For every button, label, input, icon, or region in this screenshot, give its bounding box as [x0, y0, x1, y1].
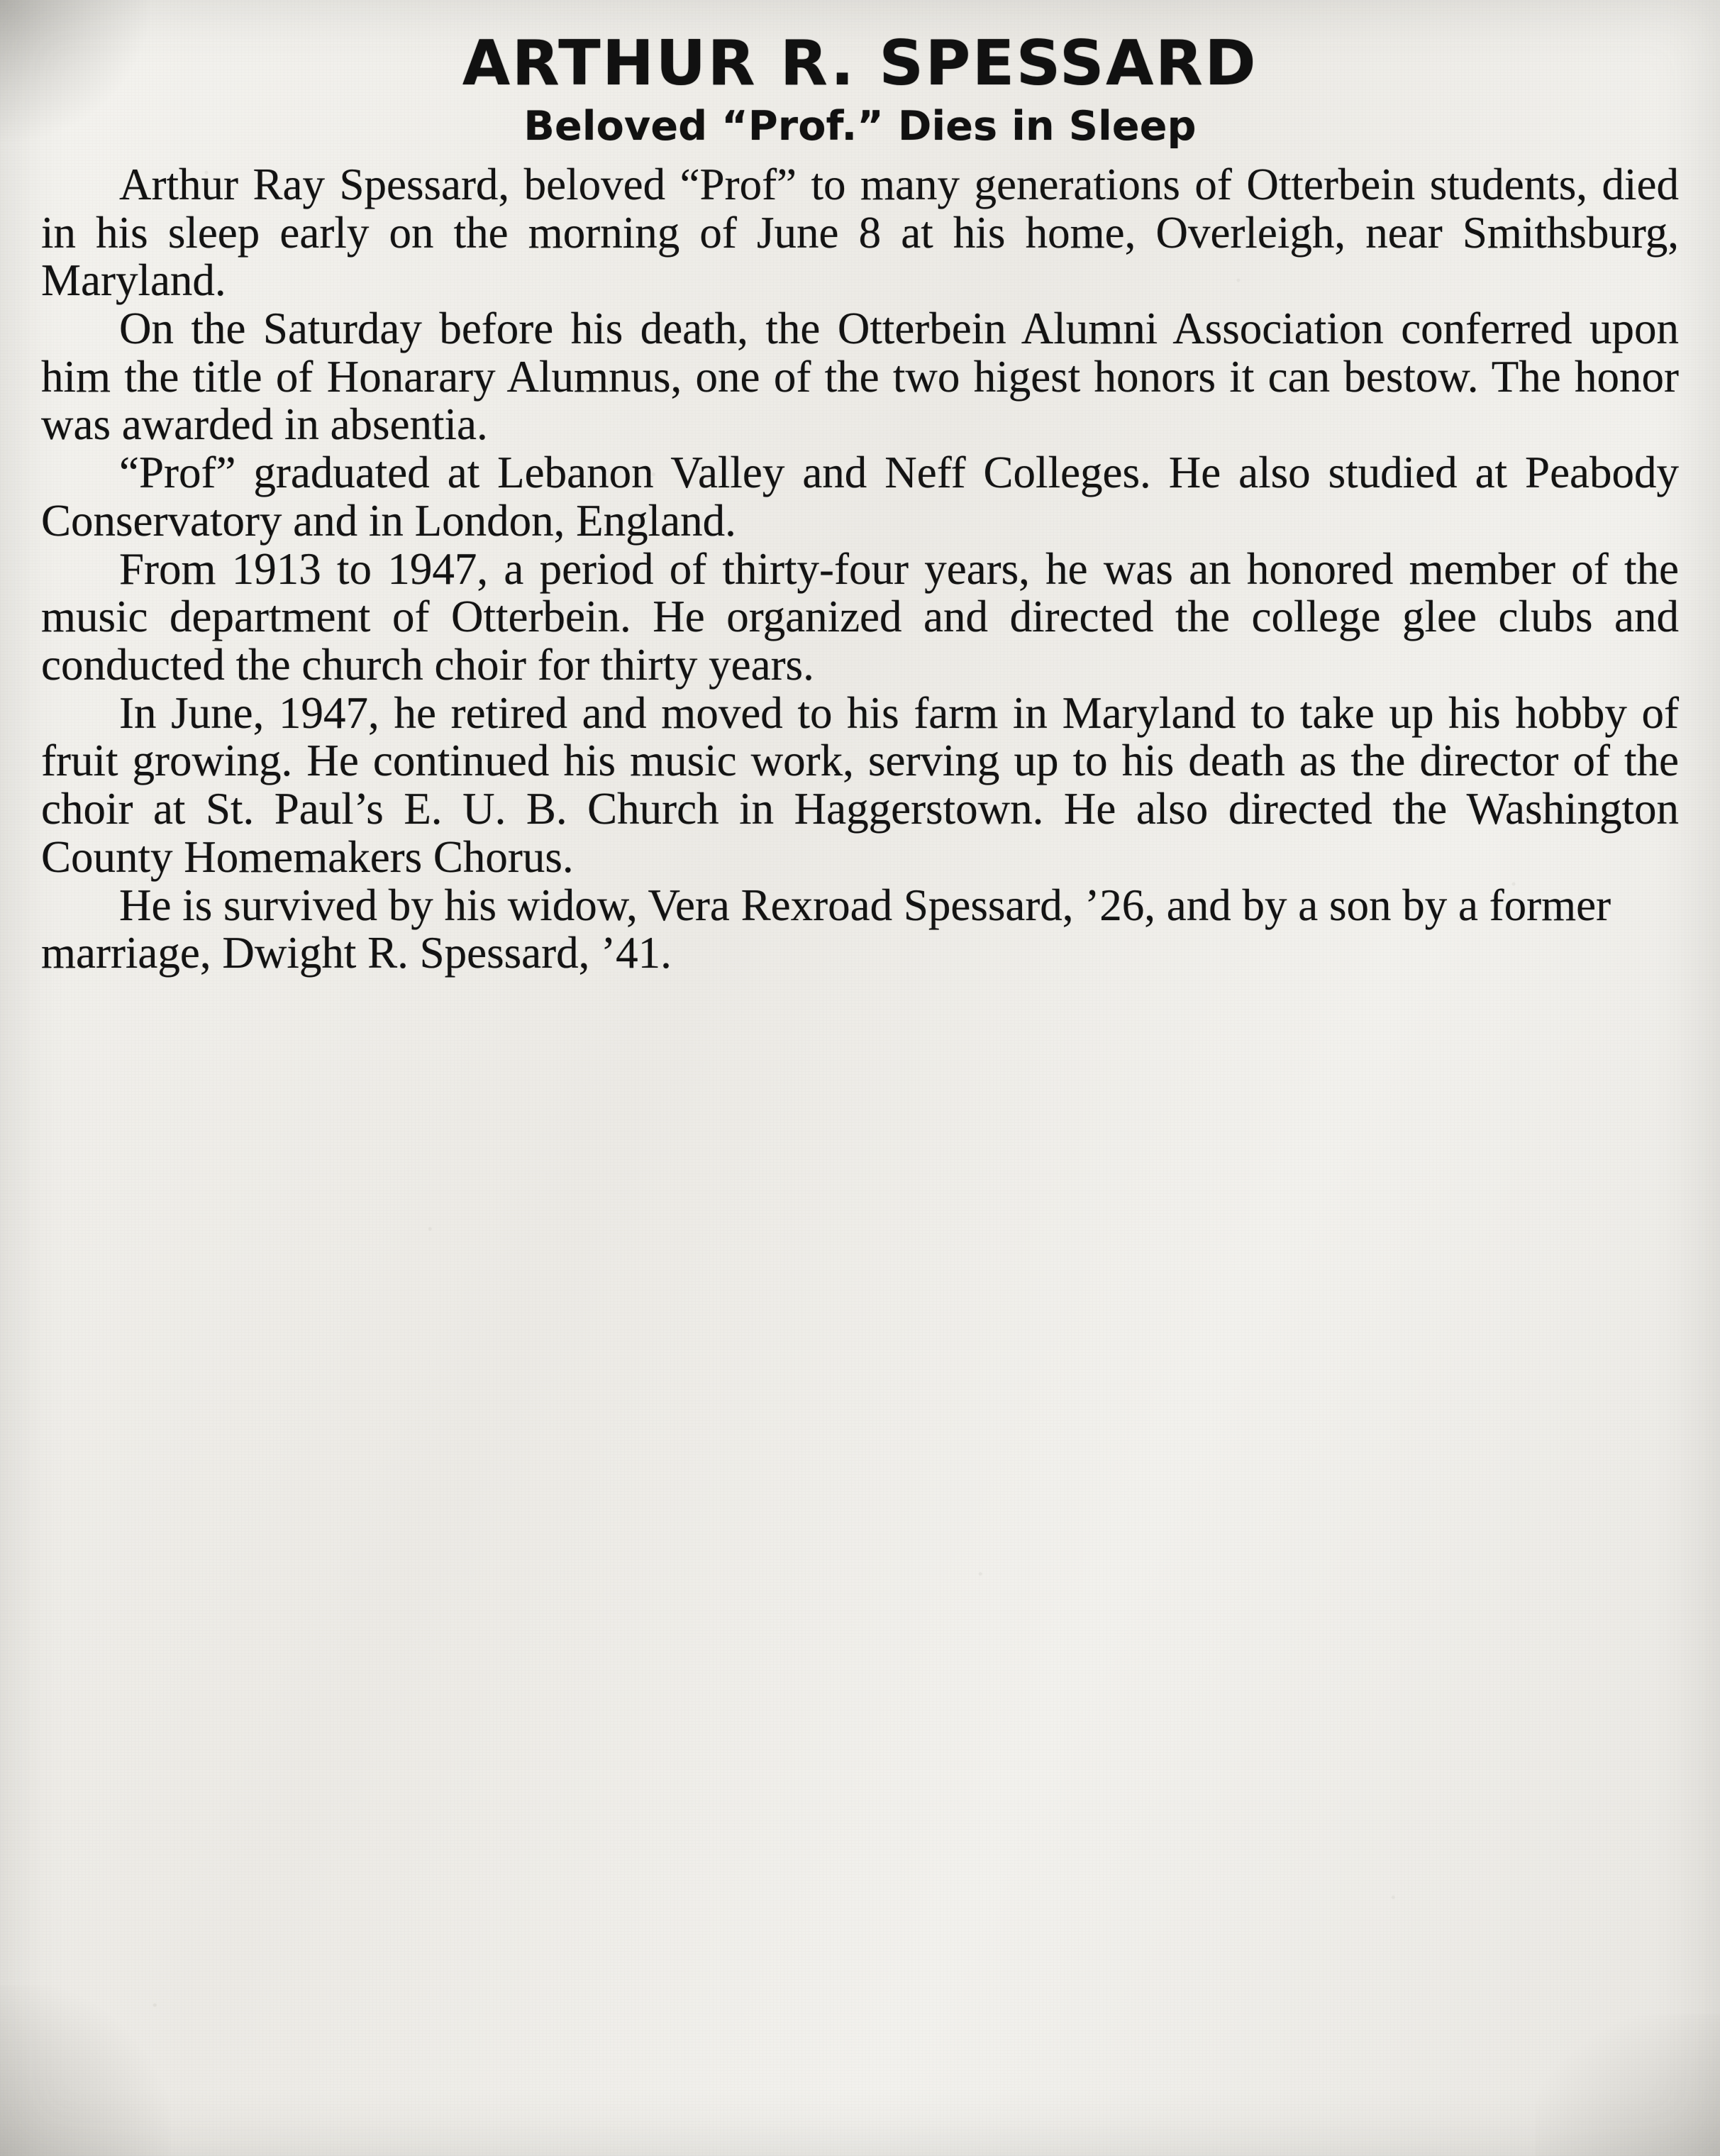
article-paragraph-4: From 1913 to 1947, a period of thirty-four years, he was an honored member of the music department of Otterbein. He organized and directed the college glee clubs and conducted the church choir for thirty years.	[41, 543, 1679, 690]
article-subheadline: Beloved “Prof.” Dies in Sleep	[523, 103, 1197, 150]
article-paragraph-5: In June, 1947, he retired and moved to his farm in Maryland to take up his hobby of fruit growing. He continued his music work, serving up to his death as the director of the choir at St. Paul’s E. U. B. Church in Haggerstown. He also directed the Washington County Homemakers Chorus.	[41, 687, 1679, 882]
article-body	[41, 161, 1679, 978]
article-paragraph-2: On the Saturday before his death, the Otterbein Alumni Association conferred upon him the title of Honarary Alumnus, one of the two higest honors it can bestow. The honor was awarded in absentia.	[41, 304, 1679, 450]
article-paragraph-1: Arthur Ray Spessard, beloved “Prof” to many generations of Otterbein students, died in his sleep early on the morning of June 8 at his home, Overleigh, near Smithsburg, Maryland.	[41, 159, 1679, 306]
article-paragraph-6: He is survived by his widow, Vera Rexroad Spessard, ’26, and by a son by a former marriage, Dwight R. Spessard, ’41.	[41, 880, 1611, 978]
paper-smudge-bottom-left	[0, 1986, 170, 2156]
article-paragraph-3: “Prof” graduated at Lebanon Valley and Neff Colleges. He also studied at Peabody Conservatory and in London, England.	[41, 448, 1679, 546]
article-headline: ARTHUR R. SPESSARD	[462, 27, 1258, 99]
article-content	[41, 27, 1679, 978]
paper-smudge-bottom-right	[1536, 2014, 1720, 2156]
